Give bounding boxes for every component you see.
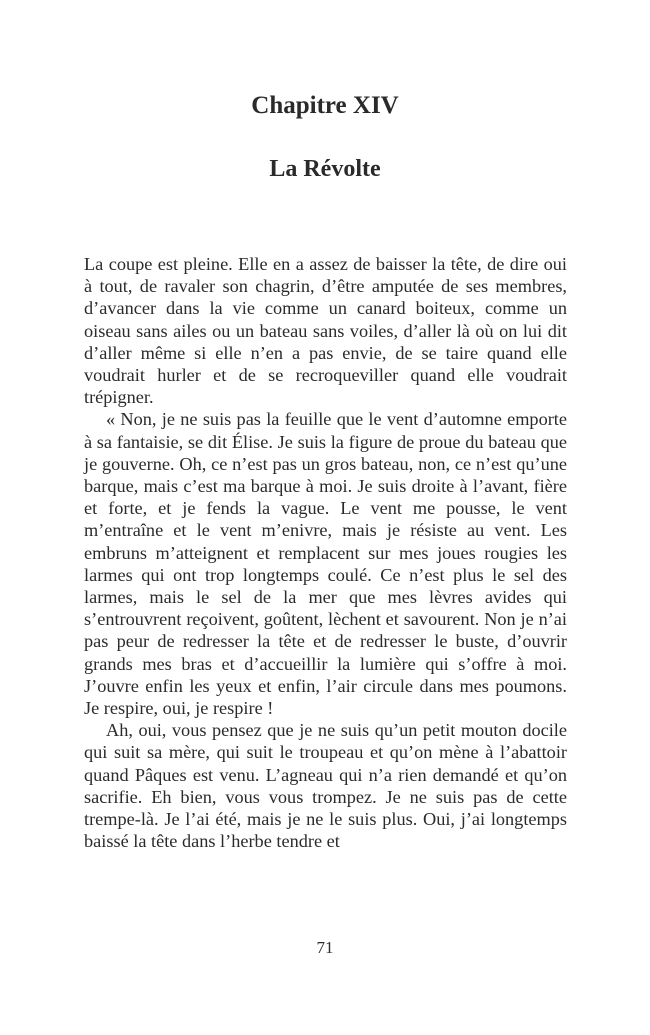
page-number: 71 — [316, 938, 334, 957]
paragraph: « Non, je ne suis pas la feuille que le vent d’automne emporte à sa fantaisie, se dit Élise. Je suis la figure de proue du bateau que je gouverne. Oh, ce n’est pas un gros bateau, non, ce n’est qu’une barque, mais c’est ma barque à moi. Je suis droite à l’avant, fière et forte, et je fends la vague. Le vent me pousse, le vent m’entraîne et le vent m’enivre, mais je résiste au vent. Les embruns m’atteignent et remplacent sur mes joues rougies les larmes qui ont trop longtemps coulé. Ce n’est plus le sel des larmes, mais le sel de la mer que mes lèvres avides qui s’entrouvrent reçoivent, goûtent, lèchent et savourent. Non je n’ai pas peur de redresser la tête et de redresser le buste, d’ouvrir grands mes bras et d’accueillir la lumière qui s’offre à moi. J’ouvre enfin les yeux et enfin, l’air circule dans mes poumons. Je respire, oui, je respire ! — [84, 409, 567, 719]
chapter-title: Chapitre XIV — [251, 92, 399, 119]
chapter-body — [84, 253, 567, 852]
paragraph: Ah, oui, vous pensez que je ne suis qu’un petit mouton docile qui suit sa mère, qui suit le troupeau et qu’on mène à l’abattoir quand Pâques est venu. L’agneau qui n’a rien demandé et qu’on sacrifie. Eh bien, vous vous trompez. Je ne suis pas de cette trempe-là. Je l’ai été, mais je ne le suis plus. Oui, j’ai longtemps baissé la tête dans l’herbe tendre et — [84, 720, 567, 852]
paragraph: La coupe est pleine. Elle en a assez de baisser la tête, de dire oui à tout, de ravaler son chagrin, d’être amputée de ses membres, d’avancer dans la vie comme un canard boiteux, comme un oiseau sans ailes ou un bateau sans voiles, d’aller là où on lui dit d’aller même si elle n’en a pas envie, de se taire quand elle voudrait hurler et de se recroqueviller quand elle voudrait trépigner. — [84, 254, 567, 408]
chapter-subtitle: La Révolte — [269, 156, 381, 182]
